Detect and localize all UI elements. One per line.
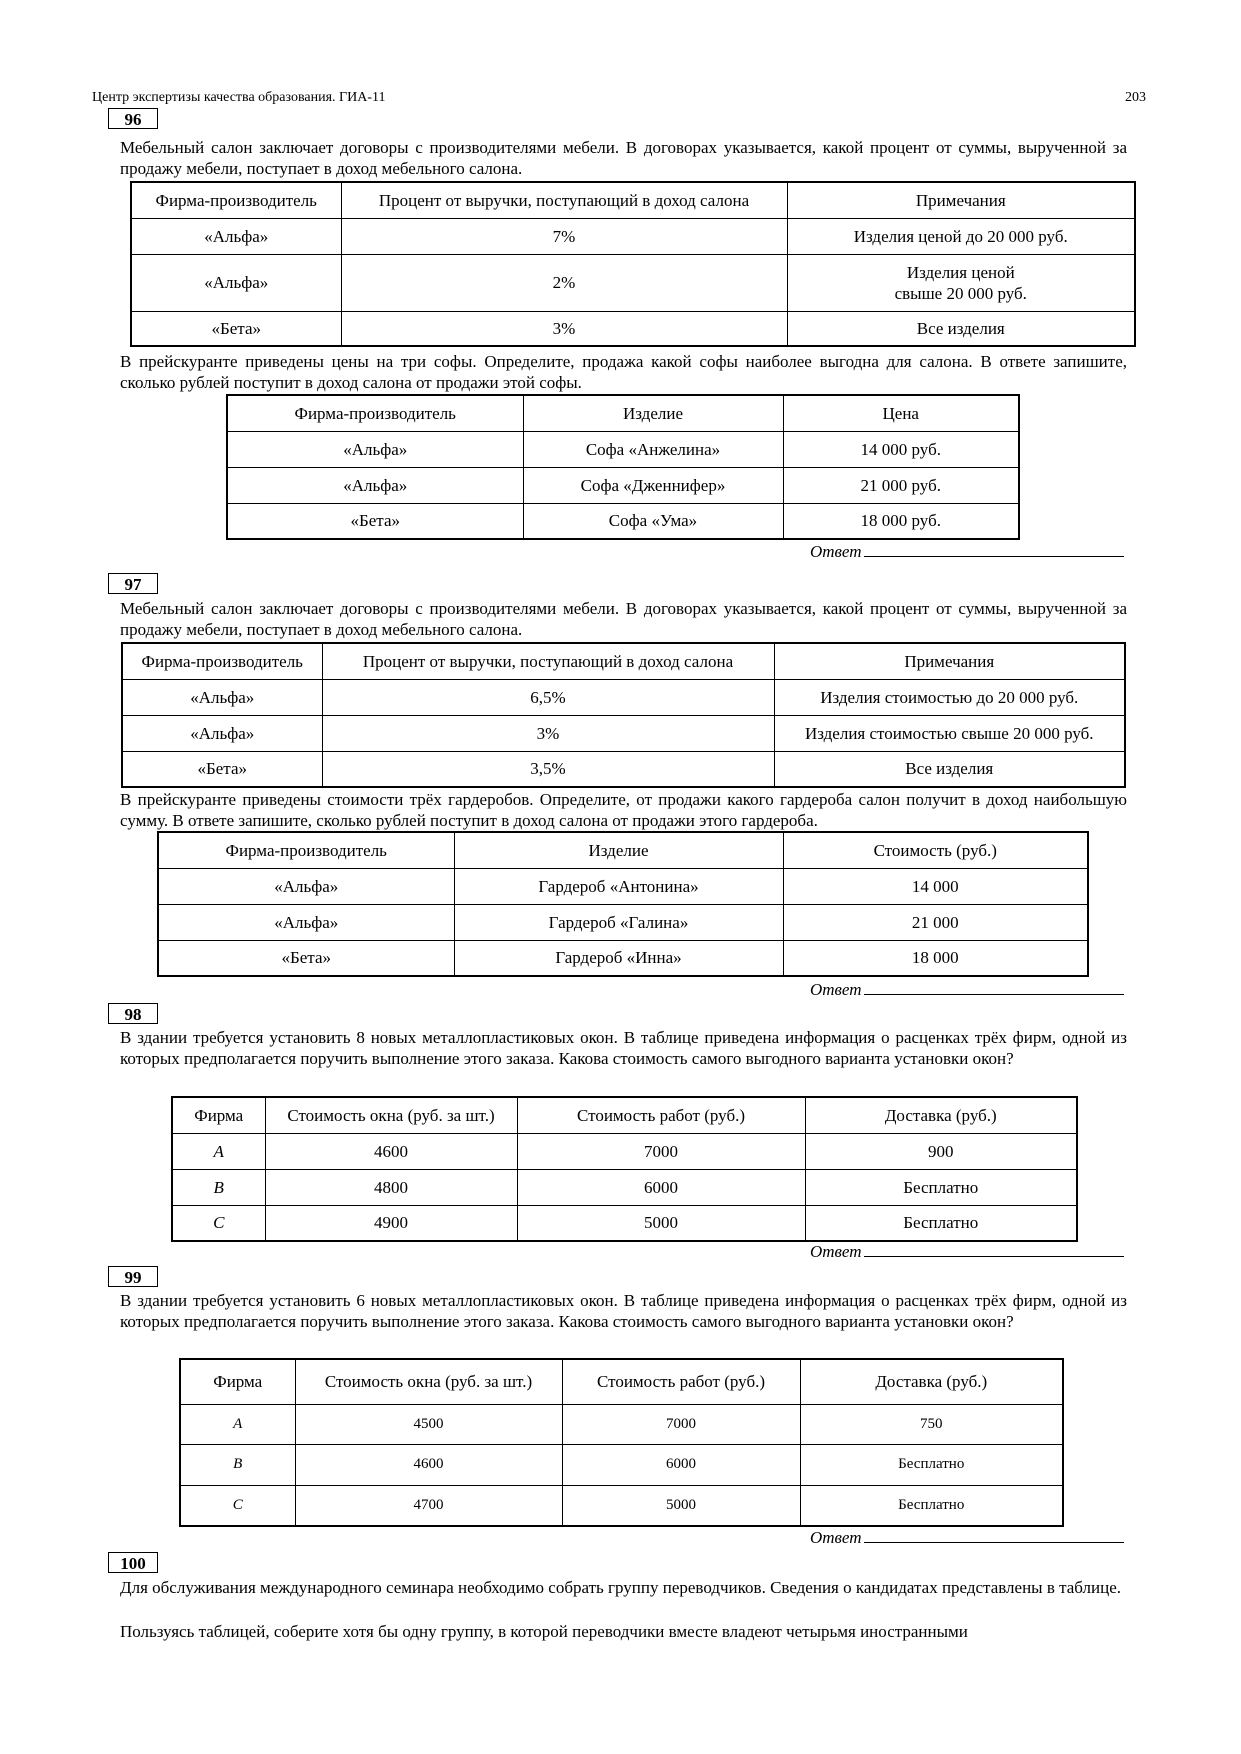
table-header: Процент от выручки, поступающий в доход салона: [322, 643, 774, 679]
table-cell: Изделия стоимостью до 20 000 руб.: [774, 679, 1125, 715]
table-cell: 14 000 руб.: [783, 431, 1019, 467]
table-cell: Изделия ценой до 20 000 руб.: [787, 218, 1135, 254]
problem-number-98: 98: [108, 1003, 158, 1024]
table-cell: C: [172, 1205, 265, 1241]
problem-97-question: В прейскуранте приведены стоимости трёх гардеробов. Определите, от продажи какого гардероба салон получит в доход наибольшую сумму. В ответе запишите, сколько рублей поступит в доход салона от продажи этого гардероба.: [120, 790, 1127, 830]
table-header: Доставка (руб.): [800, 1359, 1063, 1404]
table-cell: «Альфа»: [122, 679, 322, 715]
table-cell: 750: [800, 1404, 1063, 1444]
table-cell: 21 000 руб.: [783, 467, 1019, 503]
table-cell: 6000: [562, 1444, 800, 1485]
table-header: Фирма: [172, 1097, 265, 1133]
problem-number-99: 99: [108, 1266, 158, 1287]
table-header: Примечания: [787, 182, 1135, 218]
table-cell: A: [180, 1404, 295, 1444]
table-header: Фирма: [180, 1359, 295, 1404]
table-cell: Изделия стоимостью свыше 20 000 руб.: [774, 715, 1125, 751]
table-cell: 6,5%: [322, 679, 774, 715]
table-cell: 4600: [295, 1444, 562, 1485]
problem-97-intro: Мебельный салон заключает договоры с производителями мебели. В договорах указывается, какой процент от суммы, вырученной за продажу мебели, поступает в доход мебельного салона.: [120, 599, 1127, 639]
table-cell: «Бета»: [131, 311, 341, 346]
table-header: Стоимость (руб.): [783, 832, 1088, 868]
problem-97-commission-table: [121, 642, 1126, 788]
table-header: Фирма-производитель: [122, 643, 322, 679]
table-cell: B: [180, 1444, 295, 1485]
problem-96-commission-table: [130, 181, 1136, 347]
table-cell: C: [180, 1485, 295, 1526]
table-cell: Бесплатно: [805, 1205, 1077, 1241]
table-cell: 4800: [265, 1169, 517, 1205]
table-header: Фирма-производитель: [227, 395, 523, 431]
problem-99-window-prices-table: [179, 1358, 1064, 1527]
answer-field-96[interactable]: [810, 540, 1124, 562]
answer-line[interactable]: [864, 1240, 1124, 1257]
table-header: Стоимость окна (руб. за шт.): [265, 1097, 517, 1133]
answer-label: Ответ: [810, 1242, 862, 1261]
problem-96-question: В прейскуранте приведены цены на три софы. Определите, продажа какой софы наиболее выгодна для салона. В ответе запишите, сколько рублей поступит в доход салона от продажи этой софы.: [120, 352, 1127, 392]
table-cell: «Альфа»: [158, 904, 454, 940]
table-cell: 4600: [265, 1133, 517, 1169]
problem-100-intro: Для обслуживания международного семинара необходимо собрать группу переводчиков. Сведения о кандидатах представлены в таблице.: [120, 1578, 1121, 1597]
table-header: Фирма-производитель: [158, 832, 454, 868]
table-cell: Все изделия: [787, 311, 1135, 346]
table-header: Примечания: [774, 643, 1125, 679]
table-header: Изделие: [523, 395, 783, 431]
table-cell: «Альфа»: [227, 467, 523, 503]
table-cell: 3,5%: [322, 751, 774, 787]
table-cell: 21 000: [783, 904, 1088, 940]
answer-line[interactable]: [864, 1526, 1124, 1543]
table-cell: Софа «Дженнифер»: [523, 467, 783, 503]
table-cell: Бесплатно: [805, 1169, 1077, 1205]
table-header: Цена: [783, 395, 1019, 431]
table-cell: 900: [805, 1133, 1077, 1169]
problem-96-price-table: [226, 394, 1020, 540]
table-cell: 5000: [517, 1205, 805, 1241]
problem-98-window-prices-table: [171, 1096, 1078, 1242]
table-cell: «Бета»: [227, 503, 523, 539]
table-cell: 18 000: [783, 940, 1088, 976]
problem-100-text: Пользуясь таблицей, соберите хотя бы одну группу, в которой переводчики вместе владеют четырьмя иностранными: [120, 1622, 968, 1641]
answer-label: Ответ: [810, 542, 862, 561]
table-cell: 3%: [341, 311, 787, 346]
answer-line[interactable]: [864, 540, 1124, 557]
table-cell: 18 000 руб.: [783, 503, 1019, 539]
table-header: Изделие: [454, 832, 783, 868]
table-cell: Гардероб «Антонина»: [454, 868, 783, 904]
table-cell: «Бета»: [158, 940, 454, 976]
table-cell: Бесплатно: [800, 1485, 1063, 1526]
table-cell: Гардероб «Инна»: [454, 940, 783, 976]
cell-line: Изделия ценой: [906, 262, 1015, 282]
table-header: Процент от выручки, поступающий в доход салона: [341, 182, 787, 218]
problem-96-intro: Мебельный салон заключает договоры с производителями мебели. В договорах указывается, какой процент от суммы, вырученной за продажу мебели, поступает в доход мебельного салона.: [120, 138, 1127, 178]
table-cell: 7000: [517, 1133, 805, 1169]
answer-label: Ответ: [810, 980, 862, 999]
table-cell: «Альфа»: [131, 218, 341, 254]
answer-field-97[interactable]: [810, 978, 1124, 1000]
table-cell: 14 000: [783, 868, 1088, 904]
table-cell: A: [172, 1133, 265, 1169]
table-header: Стоимость работ (руб.): [562, 1359, 800, 1404]
table-cell: 6000: [517, 1169, 805, 1205]
table-cell: 2%: [341, 254, 787, 311]
table-cell: «Бета»: [122, 751, 322, 787]
table-header: Стоимость окна (руб. за шт.): [295, 1359, 562, 1404]
table-cell: 7000: [562, 1404, 800, 1444]
table-cell: Софа «Ума»: [523, 503, 783, 539]
table-cell: 4700: [295, 1485, 562, 1526]
answer-label: Ответ: [810, 1528, 862, 1547]
problem-number-96: 96: [108, 108, 158, 129]
page-number: 203: [1125, 90, 1146, 105]
page-header-title: Центр экспертизы качества образования. ГИА-11: [92, 90, 386, 105]
problem-number-97: 97: [108, 573, 158, 594]
answer-field-98[interactable]: [810, 1240, 1124, 1262]
table-cell: [787, 254, 1135, 311]
table-cell: 5000: [562, 1485, 800, 1526]
cell-line: свыше 20 000 руб.: [894, 283, 1027, 303]
table-header: Доставка (руб.): [805, 1097, 1077, 1133]
answer-field-99[interactable]: [810, 1526, 1124, 1548]
table-cell: Бесплатно: [800, 1444, 1063, 1485]
problem-number-100: 100: [108, 1552, 158, 1573]
table-cell: «Альфа»: [122, 715, 322, 751]
table-cell: Софа «Анжелина»: [523, 431, 783, 467]
table-header: Фирма-производитель: [131, 182, 341, 218]
problem-97-price-table: [157, 831, 1089, 977]
table-cell: 3%: [322, 715, 774, 751]
problem-98-intro: В здании требуется установить 8 новых металлопластиковых окон. В таблице приведена информация о расценках трёх фирм, одной из которых предполагается поручить выполнение этого заказа. Какова стоимость самого выгодного варианта установки окон?: [120, 1028, 1127, 1068]
table-cell: 4900: [265, 1205, 517, 1241]
table-cell: Все изделия: [774, 751, 1125, 787]
answer-line[interactable]: [864, 978, 1124, 995]
table-cell: 4500: [295, 1404, 562, 1444]
table-cell: 7%: [341, 218, 787, 254]
table-cell: «Альфа»: [131, 254, 341, 311]
table-header: Стоимость работ (руб.): [517, 1097, 805, 1133]
problem-99-intro: В здании требуется установить 6 новых металлопластиковых окон. В таблице приведена информация о расценках трёх фирм, одной из которых предполагается поручить выполнение этого заказа. Какова стоимость самого выгодного варианта установки окон?: [120, 1291, 1127, 1331]
table-cell: Гардероб «Галина»: [454, 904, 783, 940]
table-cell: B: [172, 1169, 265, 1205]
table-cell: «Альфа»: [227, 431, 523, 467]
table-cell: «Альфа»: [158, 868, 454, 904]
